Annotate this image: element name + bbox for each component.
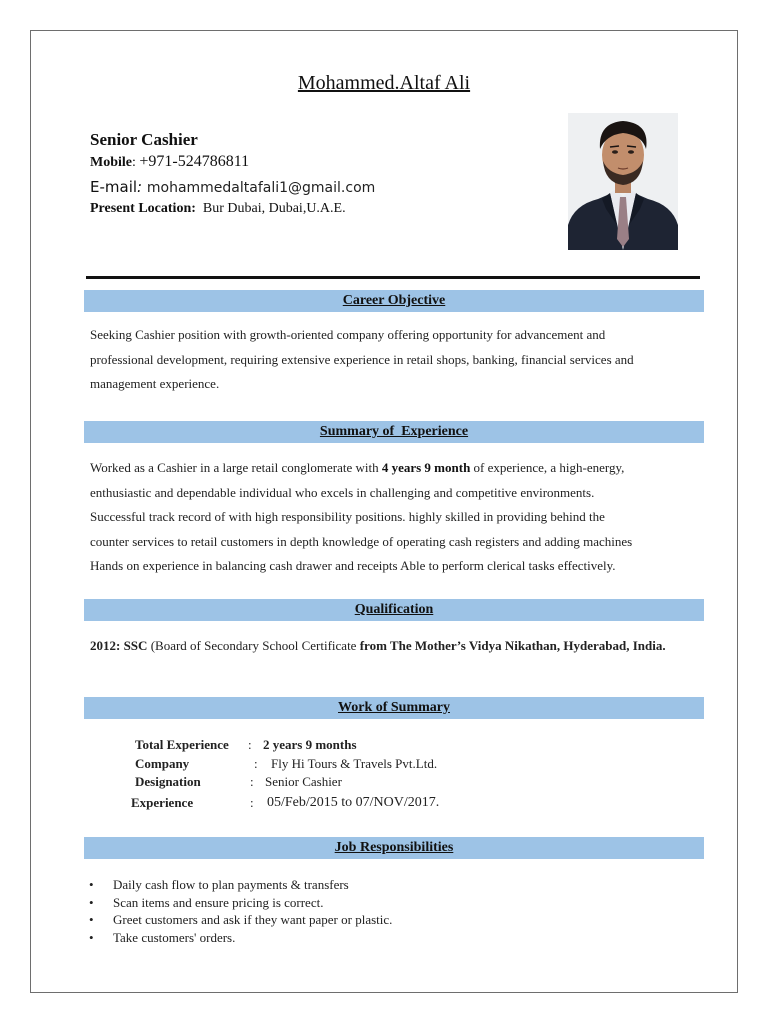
career-objective-text — [90, 323, 690, 397]
work-row-key: Designation — [135, 774, 201, 789]
email-line: E-mail: mohammedaltafali1@gmail.com — [90, 178, 376, 196]
work-row-colon: : — [250, 795, 254, 810]
mobile-value: +971-524786811 — [139, 153, 250, 170]
work-row-value: 05/Feb/2015 to 07/NOV/2017. — [267, 795, 440, 810]
responsibilities-list — [88, 876, 648, 946]
email-label: E-mail — [90, 178, 138, 196]
profile-photo-image — [568, 113, 678, 250]
job-title: Senior Cashier — [90, 130, 198, 149]
qualification-year: 2012: SSC — [90, 638, 148, 653]
qualification-desc: (Board of Secondary School Certificate — [147, 638, 360, 653]
career-objective-line: management experience. — [90, 376, 220, 391]
mobile-line: Mobile: +971-524786811 — [90, 153, 250, 170]
work-row-value: 2 years 9 months — [263, 737, 357, 752]
section-header-career-objective — [84, 290, 704, 312]
work-row-key: Experience — [131, 795, 194, 810]
candidate-name: Mohammed.Altaf Ali — [297, 72, 471, 94]
mobile-label: Mobile — [90, 155, 132, 170]
section-header-summary — [84, 421, 704, 443]
section-header-responsibilities — [84, 837, 704, 859]
work-row-value: Fly Hi Tours & Travels Pvt.Ltd. — [271, 756, 438, 771]
location-value: Bur Dubai, Dubai,U.A.E. — [202, 201, 346, 216]
location-line — [90, 201, 346, 217]
section-header-work-summary — [84, 697, 704, 719]
qualification-school: from The Mother’s Vidya Nikathan, Hyderabad, India. — [359, 638, 666, 653]
work-row-key: Company — [135, 756, 190, 771]
work-row-value: Senior Cashier — [265, 774, 342, 789]
list-item: • Take customers' orders. — [88, 929, 648, 947]
qualification-heading: Qualification — [354, 602, 434, 617]
work-row-colon: : — [250, 774, 254, 789]
work-row-colon: : — [254, 756, 258, 771]
list-item: • Greet customers and ask if they want paper or plastic. — [88, 911, 648, 929]
qualification-text — [90, 638, 690, 654]
section-header-qualification — [84, 599, 704, 621]
summary-line: counter services to retail customers in depth knowledge of operating cash registers and adding machines — [90, 533, 633, 549]
profile-photo — [568, 113, 678, 250]
summary-line — [90, 456, 690, 481]
list-item: • Scan items and ensure pricing is correct. — [88, 894, 648, 912]
career-objective-line: Seeking Cashier position with growth-oriented company offering opportunity for advancement and — [90, 327, 606, 342]
summary-line1-pre: Worked as a Cashier in a large retail conglomerate with — [90, 460, 382, 475]
career-objective-heading: Career Objective — [342, 293, 446, 308]
responsibilities-heading: Job Responsibilities — [334, 840, 454, 855]
summary-line1-bold: 4 years 9 month — [381, 460, 471, 475]
summary-heading: Summary of Experience — [319, 424, 469, 439]
summary-line: Successful track record of with high responsibility positions. highly skilled in providing behind the — [90, 509, 605, 524]
email-value: mohammedaltafali1@gmail.com — [146, 180, 376, 196]
career-objective-line: professional development, requiring extensive experience in retail shops, banking, financial services and — [90, 351, 634, 367]
summary-line: Hands on experience in balancing cash drawer and receipts Able to perform clerical tasks effectively. — [90, 558, 616, 573]
list-item: • Daily cash flow to plan payments & transfers — [88, 876, 648, 894]
summary-line: enthusiastic and dependable individual who excels in challenging and competitive environments. — [90, 484, 595, 500]
work-row-key: Total Experience — [135, 737, 229, 752]
work-row-colon: : — [248, 737, 252, 752]
summary-text — [90, 456, 690, 579]
header-divider — [86, 276, 700, 279]
work-summary-heading: Work of Summary — [338, 700, 450, 715]
summary-line1-post: of experience, a high-energy, — [470, 460, 625, 475]
location-label: Present Location: — [90, 201, 196, 216]
